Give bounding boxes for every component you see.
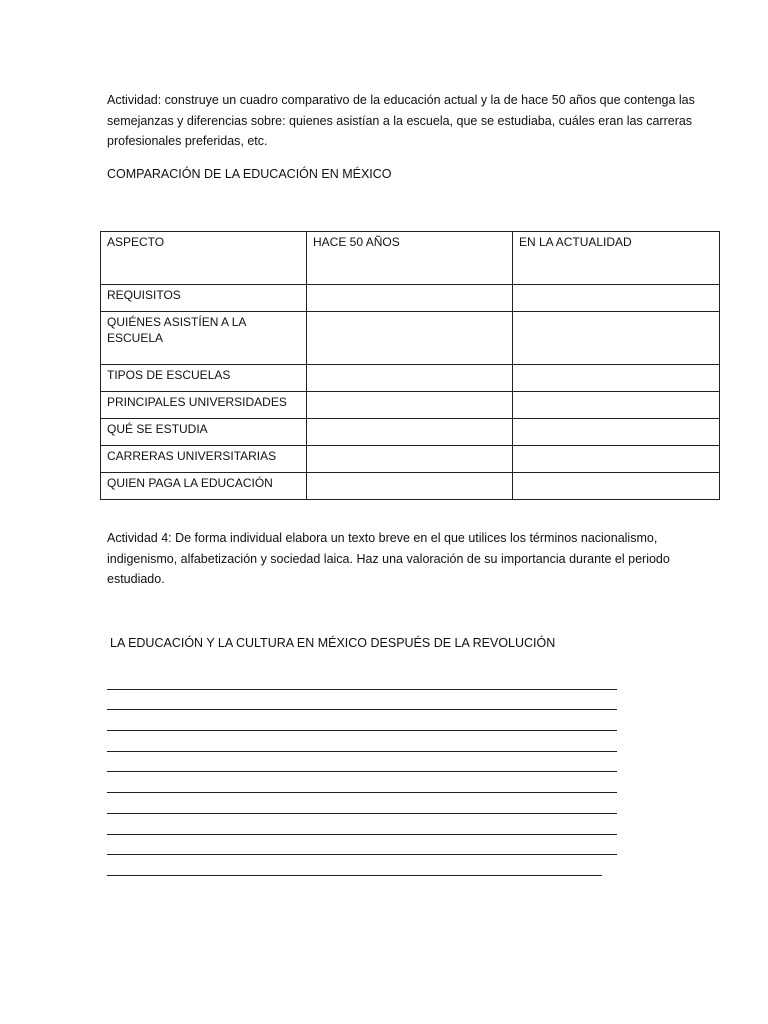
row-label: REQUISITOS bbox=[101, 285, 307, 312]
answer-cell[interactable] bbox=[513, 473, 720, 500]
writing-line[interactable] bbox=[107, 855, 602, 876]
writing-line[interactable] bbox=[107, 669, 617, 690]
activity-1-instructions: Actividad: construye un cuadro comparativo de la educación actual y la de hace 50 años que contenga las semejanzas y diferencias sobre: quienes asistían a la escuela, que se estudiaba, cuáles eran las carreras profesionales preferidas, etc. bbox=[107, 93, 695, 148]
row-label: QUIÉNES ASISTÍEN A LA ESCUELA bbox=[101, 312, 307, 365]
header-hace-50-anos: HACE 50 AÑOS bbox=[307, 232, 513, 285]
header-aspecto: ASPECTO bbox=[101, 232, 307, 285]
writing-lines bbox=[107, 669, 617, 876]
writing-line[interactable] bbox=[107, 690, 617, 711]
writing-line[interactable] bbox=[107, 710, 617, 731]
answer-cell[interactable] bbox=[307, 365, 513, 392]
row-label: QUIEN PAGA LA EDUCACIÓN bbox=[101, 473, 307, 500]
table-row bbox=[101, 312, 720, 365]
essay-title: LA EDUCACIÓN Y LA CULTURA EN MÉXICO DESPUÉS DE LA REVOLUCIÓN bbox=[110, 636, 556, 650]
table-row bbox=[101, 446, 720, 473]
writing-line[interactable] bbox=[107, 814, 617, 835]
answer-cell[interactable] bbox=[307, 473, 513, 500]
writing-line[interactable] bbox=[107, 772, 617, 793]
header-en-la-actualidad: EN LA ACTUALIDAD bbox=[513, 232, 720, 285]
table-row bbox=[101, 365, 720, 392]
answer-cell[interactable] bbox=[307, 446, 513, 473]
table-row bbox=[101, 285, 720, 312]
row-label: PRINCIPALES UNIVERSIDADES bbox=[101, 392, 307, 419]
answer-cell[interactable] bbox=[513, 446, 720, 473]
writing-line[interactable] bbox=[107, 793, 617, 814]
answer-cell[interactable] bbox=[513, 365, 720, 392]
answer-cell[interactable] bbox=[307, 419, 513, 446]
activity-4-instructions: Actividad 4: De forma individual elabora un texto breve en el que utilices los términos nacionalismo, indigenismo, alfabetización y sociedad laica. Haz una valoración de su importancia durante el periodo estudiado. bbox=[107, 531, 670, 586]
writing-line[interactable] bbox=[107, 835, 617, 856]
answer-cell[interactable] bbox=[307, 392, 513, 419]
writing-line[interactable] bbox=[107, 731, 617, 752]
row-label: QUÉ SE ESTUDIA bbox=[101, 419, 307, 446]
table-heading: COMPARACIÓN DE LA EDUCACIÓN EN MÉXICO bbox=[107, 167, 392, 181]
answer-cell[interactable] bbox=[307, 312, 513, 365]
answer-cell[interactable] bbox=[513, 285, 720, 312]
answer-cell[interactable] bbox=[513, 312, 720, 365]
table-row bbox=[101, 419, 720, 446]
row-label: TIPOS DE ESCUELAS bbox=[101, 365, 307, 392]
comparison-table bbox=[100, 231, 720, 500]
table-row bbox=[101, 392, 720, 419]
table-header-row bbox=[101, 232, 720, 285]
answer-cell[interactable] bbox=[307, 285, 513, 312]
answer-cell[interactable] bbox=[513, 419, 720, 446]
table-row bbox=[101, 473, 720, 500]
answer-cell[interactable] bbox=[513, 392, 720, 419]
row-label: CARRERAS UNIVERSITARIAS bbox=[101, 446, 307, 473]
writing-line[interactable] bbox=[107, 752, 617, 773]
